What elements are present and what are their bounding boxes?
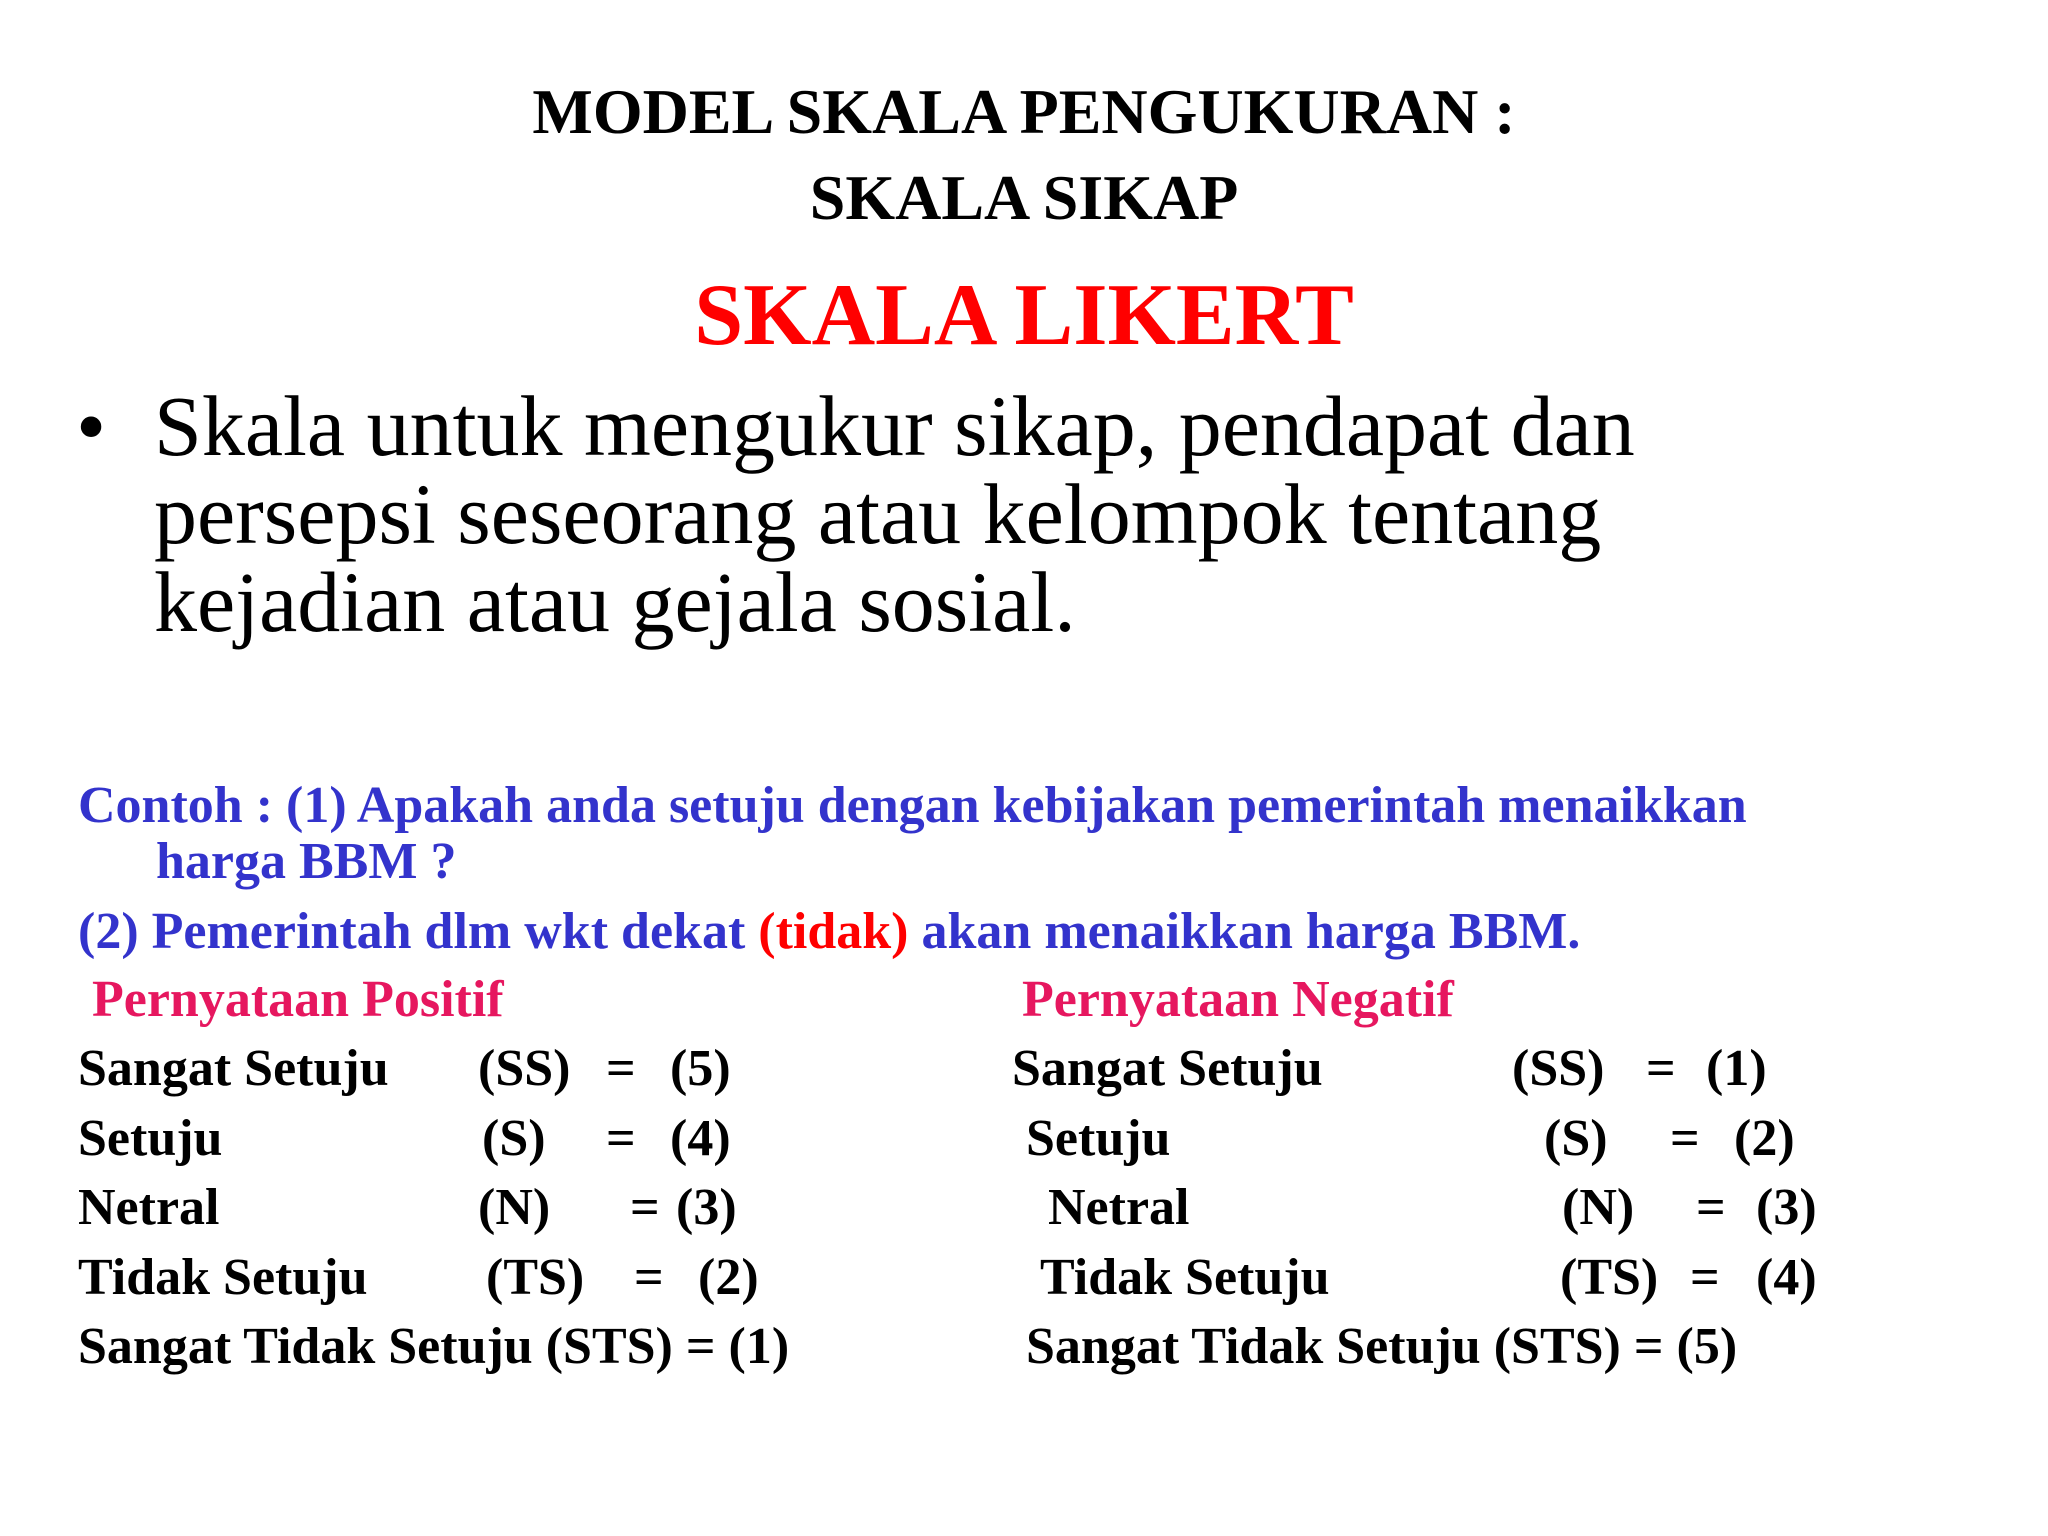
- positive-row-equals: =: [606, 1040, 636, 1097]
- positive-row-value: (4): [670, 1110, 731, 1167]
- positive-row-label: Tidak Setuju: [78, 1249, 368, 1306]
- positive-row-label: Setuju: [78, 1110, 223, 1167]
- bullet-line-2: persepsi seseorang atau kelompok tentang: [154, 466, 1602, 562]
- negative-row-label: Netral: [1048, 1179, 1190, 1236]
- positive-row-equals: =: [630, 1179, 660, 1236]
- positive-row-code: (N): [478, 1179, 551, 1236]
- negative-row-code: (S): [1544, 1110, 1608, 1167]
- negative-row-value: (3): [1756, 1179, 1817, 1236]
- example-2-end: akan menaikkan harga BBM.: [908, 903, 1581, 960]
- negative-row-code: (TS): [1560, 1249, 1659, 1306]
- positive-row-value: (3): [676, 1179, 737, 1236]
- positive-row-label: Sangat Setuju: [78, 1040, 389, 1097]
- example-1-continued: harga BBM ?: [156, 833, 457, 890]
- positive-row-value: (2): [698, 1249, 759, 1306]
- slide-title-line-1: MODEL SKALA PENGUKURAN :: [532, 76, 1516, 147]
- negative-row-equals: =: [1670, 1110, 1700, 1167]
- definition-bullet: [76, 378, 1976, 650]
- negative-row-equals: =: [1646, 1040, 1676, 1097]
- positive-row-label: Netral: [78, 1179, 220, 1236]
- example-2-start: (2) Pemerintah dlm wkt dekat: [78, 903, 759, 960]
- positive-row-value: (5): [670, 1040, 731, 1097]
- negative-row-equals: =: [1696, 1179, 1726, 1236]
- negative-row-value: (4): [1756, 1249, 1817, 1306]
- bullet-line-1: Skala untuk mengukur sikap, pendapat dan: [154, 378, 1635, 474]
- negative-row-label: Sangat Tidak Setuju (STS) = (5): [1026, 1318, 1738, 1375]
- bullet-line-3: kejadian atau gejala sosial.: [154, 554, 1076, 650]
- slide-subtitle: SKALA LIKERT: [694, 267, 1354, 364]
- negative-row-code: (N): [1562, 1179, 1635, 1236]
- example-1: Contoh : (1) Apakah anda setuju dengan kebijakan pemerintah menaikkan: [78, 777, 1747, 834]
- negative-row-label: Setuju: [1026, 1110, 1171, 1167]
- negative-row-label: Tidak Setuju: [1040, 1249, 1330, 1306]
- negative-row-equals: =: [1690, 1249, 1720, 1306]
- slide-title-line-2: SKALA SIKAP: [809, 162, 1239, 233]
- negative-row-code: (SS): [1512, 1040, 1605, 1097]
- negative-row-label: Sangat Setuju: [1012, 1040, 1323, 1097]
- bullet-icon: •: [76, 378, 107, 474]
- negative-row-value: (1): [1706, 1040, 1767, 1097]
- positive-statement-heading: Pernyataan Positif: [92, 971, 504, 1028]
- example-2-highlight: (tidak): [758, 903, 909, 960]
- positive-row-code: (S): [482, 1110, 546, 1167]
- negative-row-value: (2): [1734, 1110, 1795, 1167]
- positive-row-code: (SS): [478, 1040, 571, 1097]
- example-2: [78, 904, 2018, 960]
- positive-row-equals: =: [634, 1249, 664, 1306]
- positive-row-code: (TS): [486, 1249, 585, 1306]
- positive-row-equals: =: [606, 1110, 636, 1167]
- negative-statement-heading: Pernyataan Negatif: [1022, 971, 1454, 1028]
- positive-row-label: Sangat Tidak Setuju (STS) = (1): [78, 1318, 790, 1375]
